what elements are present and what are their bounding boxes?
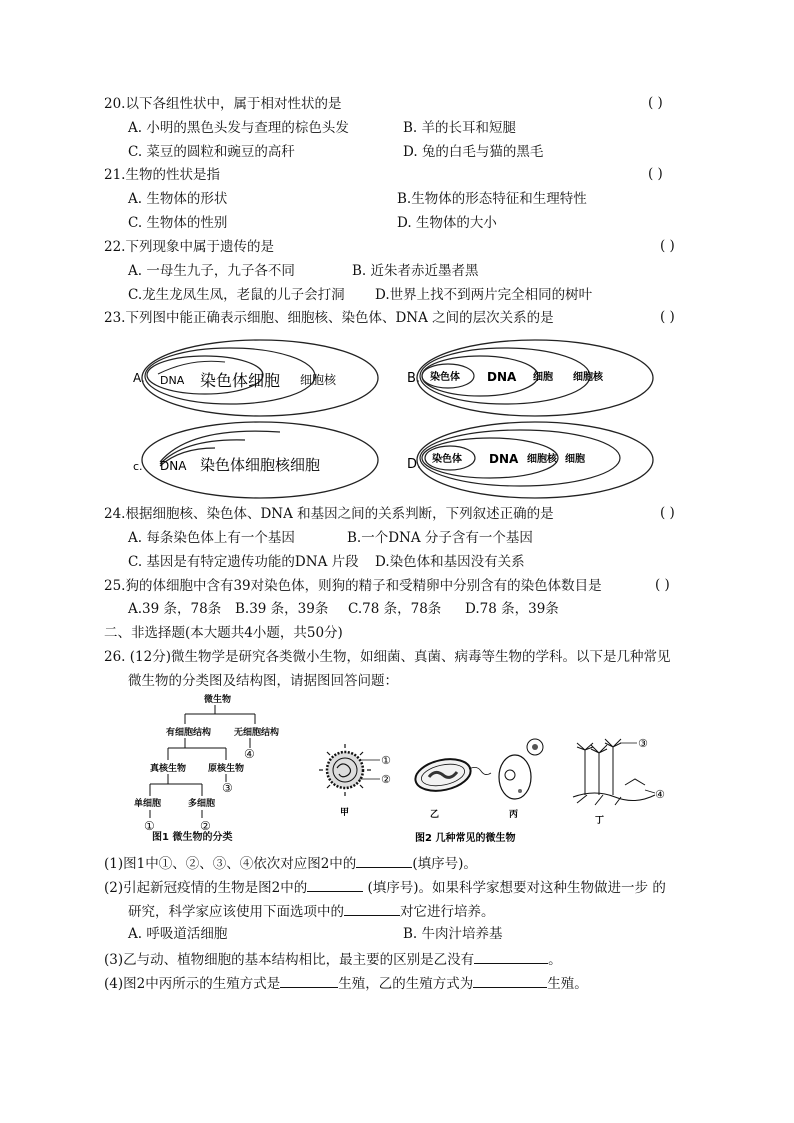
q22-answer-paren[interactable]: ( ): [660, 238, 675, 254]
fig1-caption: 图1 微生物的分类: [152, 832, 233, 843]
q26-sub4-middle: 生殖，乙的生殖方式为: [338, 976, 474, 992]
fig-d-cell: 细胞: [565, 454, 585, 465]
fig-b-cell: 细胞: [533, 372, 553, 383]
fig1-label-3: ③: [222, 781, 233, 795]
fig-a-nucleus: 细胞核: [300, 373, 337, 387]
fig1-classification-tree: [130, 690, 295, 850]
q20-stem: 20.以下各组性状中，属于相对性状的是: [104, 96, 342, 112]
q20-option-d: D. 兔的白毛与猫的黑毛: [403, 144, 544, 160]
fig1-label-2: ②: [200, 819, 211, 833]
q22-option-d: D.世界上找不到两片完全相同的树叶: [375, 287, 593, 303]
fig-a-letter: A.: [133, 371, 145, 385]
fig2-label-1: ①: [381, 754, 391, 767]
q25-option-d: D.78 条，39条: [465, 601, 559, 617]
fig-c-letter: c.: [133, 460, 143, 473]
q26-sub2: [104, 877, 666, 897]
fig2-microorganisms: [315, 735, 675, 850]
q23-figure-a: [130, 338, 380, 420]
q23-figure-b: [405, 338, 665, 420]
q22-option-b: B. 近朱者赤近墨者黑: [352, 263, 479, 279]
q25-stem: 25.狗的体细胞中含有39对染色体，则狗的精子和受精卵中分别含有的染色体数目是: [104, 578, 602, 594]
q21-answer-paren[interactable]: ( ): [648, 166, 663, 182]
q26-sub4-text: (4)图2中丙所示的生殖方式是: [104, 976, 281, 992]
fig-b-dna: DNA: [487, 370, 517, 384]
q26-sub3-text: (3)乙与动、植物细胞的基本结构相比，最主要的区别是乙没有: [104, 952, 475, 968]
fig1-no-cell-structure: 无细胞结构: [234, 728, 280, 738]
fig-d-dna: DNA: [489, 452, 519, 466]
q26-sub4-blank1[interactable]: [280, 973, 338, 988]
q26-sub2-tail: (填序号)。如果科学家想要对这种生物做进一步 的: [363, 880, 666, 896]
fig-b-chromosome: 染色体: [430, 372, 460, 383]
fig-a-chromosome-cell: 染色体细胞: [200, 371, 281, 390]
virus-jia-icon: [319, 744, 380, 796]
q21-option-b: B.生物体的形态特征和生理特性: [397, 191, 587, 207]
fig-c-chromosome-nucleus-cell: 染色体细胞核细胞: [200, 456, 321, 474]
q26-sub2-option-a: A. 呼吸道活细胞: [128, 926, 228, 942]
q24-option-d: D.染色体和基因没有关系: [375, 554, 525, 570]
fig-d-nucleus: 细胞核: [527, 454, 557, 465]
q20-option-b: B. 羊的长耳和短腿: [403, 120, 517, 136]
fig1-root: 微生物: [204, 695, 232, 705]
q21-stem: 21.生物的性状是指: [104, 167, 220, 183]
fig1-prokaryote: 原核生物: [208, 764, 245, 774]
fig2-label-2: ②: [381, 773, 391, 786]
q26-sub4-blank2[interactable]: [473, 973, 547, 988]
fig-a-dna: DNA: [160, 374, 185, 387]
q24-option-c: C. 基因是有特定遗传功能的DNA 片段: [128, 554, 359, 570]
q26-sub1-tail: (填序号)。: [412, 856, 477, 872]
q22-option-c: C.龙生龙凤生凤，老鼠的儿子会打洞: [128, 287, 345, 303]
section-2-title: 二、非选择题(本大题共4小题，共50分): [104, 625, 343, 641]
fig1-cell-structure: 有细胞结构: [166, 728, 212, 738]
q26-sub3: [104, 949, 562, 969]
q20-option-a: A. 小明的黑色头发与查理的棕色头发: [128, 120, 349, 136]
fig2-caption: 图2 几种常见的微生物: [415, 833, 516, 844]
q25-option-c: C.78 条，78条: [348, 601, 442, 617]
q24-option-a: A. 每条染色体上有一个基因: [128, 530, 295, 546]
fig1-label-4: ④: [244, 747, 255, 761]
yeast-bing-icon: [499, 739, 543, 799]
fig2-yi: 乙: [430, 810, 440, 820]
fig1-eukaryote: 真核生物: [150, 764, 187, 774]
q26-stem-line2: 微生物的分类图及结构图，请据图回答问题：: [128, 673, 398, 689]
fig-c-dna: DNA: [160, 459, 187, 473]
q23-figure-c: [130, 420, 380, 502]
q26-sub2-blank2[interactable]: [344, 901, 400, 916]
q21-option-c: C. 生物体的性别: [128, 215, 228, 231]
q26-sub2-blank[interactable]: [307, 877, 363, 892]
q26-sub4-tail: 生殖。: [547, 976, 588, 992]
fig2-ding: 丁: [595, 816, 605, 826]
q26-sub2-text: (2)引起新冠疫情的生物是图2中的: [104, 880, 308, 896]
q26-sub2-line2-text: 研究，科学家应该使用下面选项中的: [128, 904, 344, 920]
bacterium-yi-icon: [412, 755, 491, 796]
q26-sub1-blank[interactable]: [356, 853, 412, 868]
q21-option-a: A. 生物体的形状: [128, 191, 228, 207]
fig-b-nucleus: 细胞核: [573, 372, 603, 383]
q21-option-d: D. 生物体的大小: [397, 215, 497, 231]
q23-figure-d: [405, 420, 665, 502]
q23-stem: 23.下列图中能正确表示细胞、细胞核、染色体、DNA 之间的层次关系的是: [104, 310, 554, 326]
q26-sub4: [104, 973, 588, 993]
fig-b-letter: B.: [407, 371, 421, 386]
fig2-bing: 丙: [509, 810, 519, 820]
q22-option-a: A. 一母生九子，九子各不同: [128, 263, 295, 279]
fig2-jia: 甲: [340, 808, 350, 818]
q25-option-a: A.39 条，78条: [128, 601, 222, 617]
q26-sub2-line2: [128, 901, 495, 921]
q26-sub3-blank[interactable]: [474, 949, 548, 964]
fig2-label-3: ③: [638, 737, 648, 750]
q23-answer-paren[interactable]: ( ): [660, 309, 675, 325]
fig-d-chromosome: 染色体: [432, 454, 462, 465]
q20-answer-paren[interactable]: ( ): [648, 95, 663, 111]
q20-option-c: C. 菜豆的圆粒和豌豆的高秆: [128, 144, 295, 160]
q26-sub2-line2-tail: 对它进行培养。: [400, 904, 495, 920]
fig1-unicellular: 单细胞: [134, 799, 162, 809]
fig2-label-4: ④: [655, 788, 665, 801]
q24-stem: 24.根据细胞核、染色体、DNA 和基因之间的关系判断，下列叙述正确的是: [104, 506, 554, 522]
q24-answer-paren[interactable]: ( ): [660, 505, 675, 521]
q24-option-b: B.一个DNA 分子含有一个基因: [347, 530, 533, 546]
q26-sub3-tail: 。: [548, 952, 562, 968]
fig1-label-1: ①: [144, 819, 155, 833]
fig1-multicellular: 多细胞: [188, 799, 216, 809]
q25-option-b: B.39 条，39条: [235, 601, 329, 617]
fig-d-letter: D.: [407, 457, 422, 472]
q26-sub1-text: (1)图1中①、②、③、④依次对应图2中的: [104, 856, 357, 872]
q26-sub1: [104, 853, 477, 873]
q22-stem: 22.下列现象中属于遗传的是: [104, 239, 274, 255]
q26-sub2-option-b: B. 牛肉汁培养基: [403, 926, 503, 942]
q26-stem-line1: 26. (12分)微生物学是研究各类微小生物，如细菌、真菌、病毒等生物的学科。以下是几种常见: [104, 649, 671, 665]
q25-answer-paren[interactable]: ( ): [655, 577, 670, 593]
